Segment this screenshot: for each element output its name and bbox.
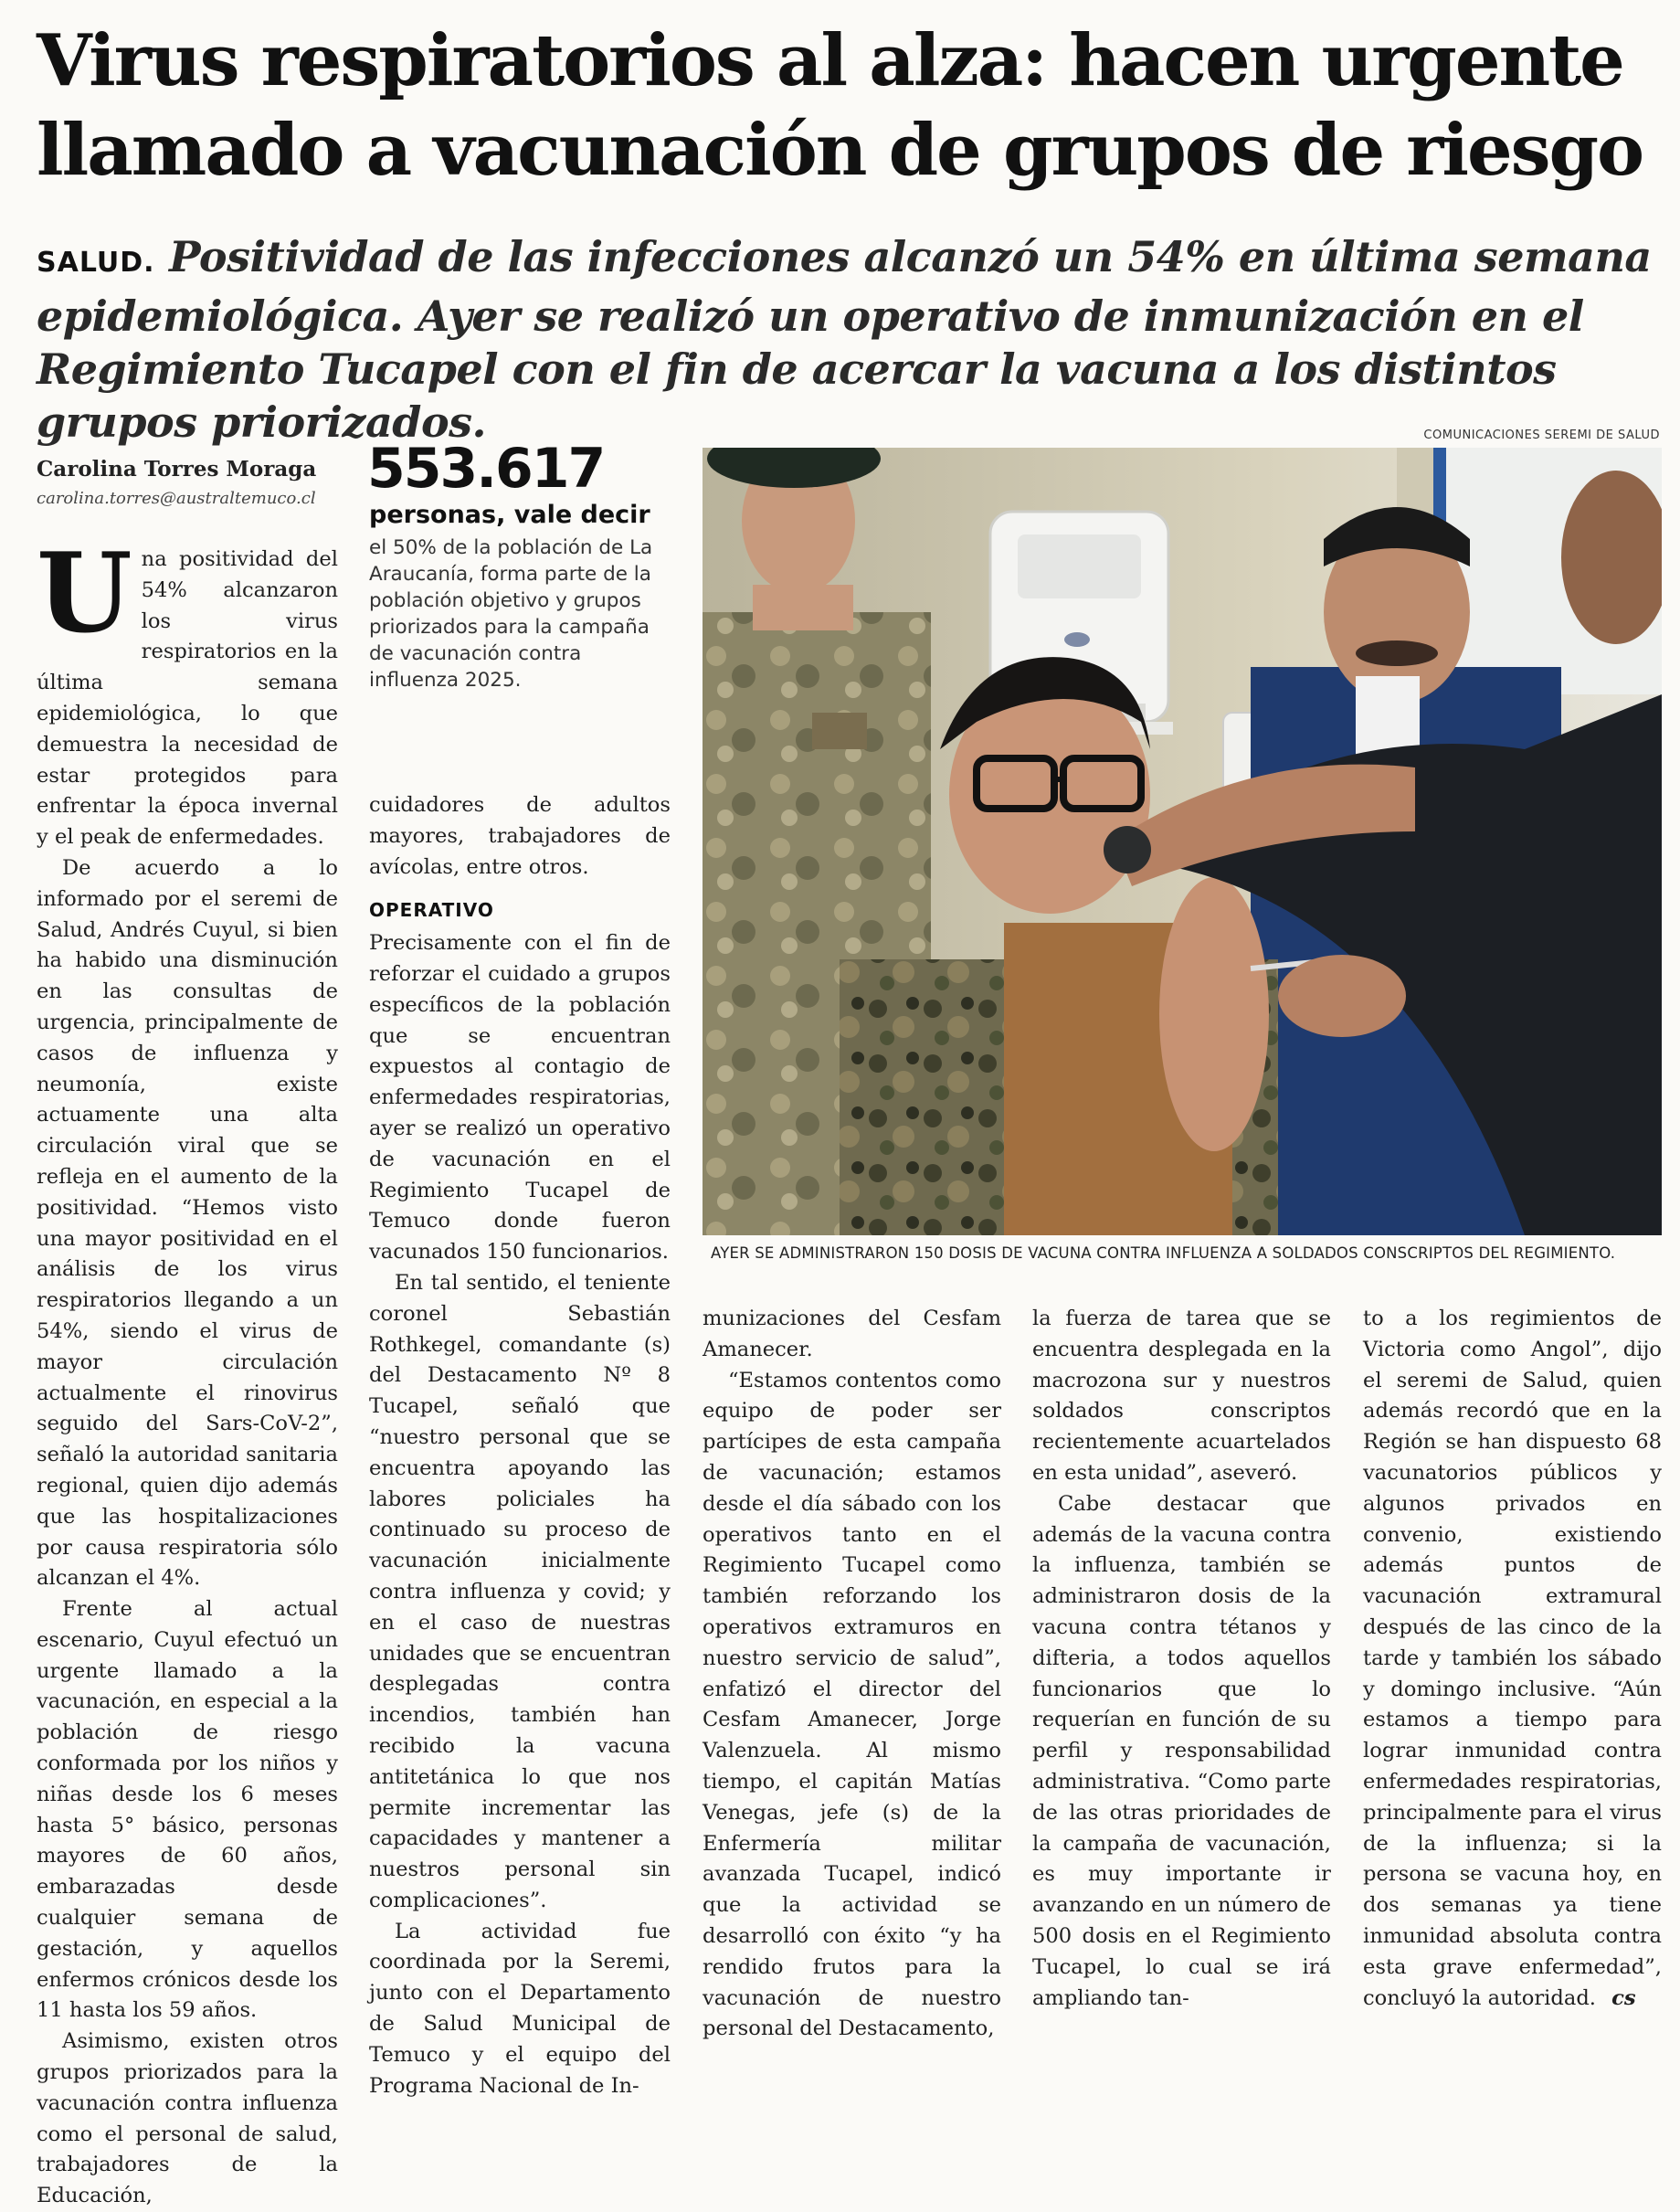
paragraph: Una positividad del 54% alcanzaron los virus respiratorios en la última semana epidemiológica, lo que demuestra la necesidad de estar protegidos para enfrentar la época invernal y el peak de enfermedades. <box>37 529 338 850</box>
paragraph: Frente al actual escenario, Cuyul efectuó un urgente llamado a la vacunación, en especial a la población de riesgo conformada por los niños y niñas desde los 6 meses hasta 5° básico, personas mayores de 60 años, embarazadas desde cualquier semana de gestación, y aquellos enfermos crónicos desde los 11 hasta los 59 años. <box>37 1597 338 2023</box>
paragraph: munizaciones del Cesfam Amanecer. <box>703 1307 1001 1361</box>
vaccination-scene <box>703 448 1662 1235</box>
end-mark: cs <box>1611 1985 1636 2010</box>
headline-line-1: Virus respiratorios al alza: hacen urgente <box>37 19 1623 102</box>
paragraph: cuidadores de adultos mayores, trabajadores de avícolas, entre otros. <box>369 793 671 879</box>
headline-line-2: llamado a vacunación de grupos de riesgo <box>37 109 1643 192</box>
paragraph: la fuerza de tarea que se encuentra desplegada en la macrozona sur y nuestros soldados conscriptos recientemente acuartelados en esta unidad”, aseveró. <box>1032 1307 1331 1485</box>
subhead-operativo: OPERATIVO <box>369 899 494 922</box>
byline <box>37 457 347 508</box>
drop-cap: U <box>37 529 132 658</box>
photo-caption: AYER SE ADMINISTRARON 150 DOSIS DE VACUNA CONTRA INFLUENZA A SOLDADOS CONSCRIPTOS DEL REGIMIENTO. <box>711 1244 1616 1262</box>
author-email[interactable]: carolina.torres@australtemuco.cl <box>37 489 316 508</box>
paragraph: “Estamos contentos como equipo de poder ser partícipes de esta campaña de vacunación; estamos desde el día sábado con los operativos tanto en el Regimiento Tucapel como también reforzando los operativos extramuros en nuestro servicio de salud”, enfatizó el director del Cesfam Amanecer, Jorge Valenzuela. Al mismo tiempo, el capitán Matías Venegas, jefe (s) de la Enfermería militar avanzada Tucapel, indicó que la actividad se desarrolló con éxito “y ha rendido frutos para la vacunación de nuestro personal del Destacamento, <box>703 1368 1001 2041</box>
column-3 <box>703 1304 1001 2045</box>
stat-number: 553.617 <box>367 437 605 501</box>
paragraph: Cabe destacar que además de la vacuna contra la influenza, también se administraron dosis de la vacuna contra tétanos y difteria, a todos aquellos funcionarios que lo requerían en función de su perfil y responsabilidad administrativa. “Como parte de las otras prioridades de la campaña de vacunación, es muy importante ir avanzando en un número de 500 dosis en el Regimiento Tucapel, lo cual se irá ampliando tan- <box>1032 1491 1331 2010</box>
deck-text: Positividad de las infecciones alcanzó un 54% en última semana epidemiológica. Ayer se realizó un operativo de inmunización en el Regimiento Tucapel con el fin de acercar la vacuna a los distintos grupos priorizados. <box>37 232 1652 447</box>
paragraph: Precisamente con el fin de reforzar el cuidado a grupos específicos de la población que se encuentran expuestos al contagio de enfermedades respiratorias, ayer se realizó un operativo de vacunación en el Regimiento Tucapel de Temuco donde fueron vacunados 150 funcionarios. <box>369 931 671 1265</box>
column-4 <box>1032 1304 1331 2014</box>
paragraph: Asimismo, existen otros grupos priorizados para la vacunación contra influenza como el personal de salud, trabajadores de la Educación, <box>37 2029 338 2208</box>
column-1 <box>37 529 338 2212</box>
stat-text: el 50% de la población de La Araucanía, forma parte de la población objetivo y grupos priorizados para la campaña de vacunación contra influenza 2025. <box>369 536 653 692</box>
headline <box>37 16 1654 196</box>
column-2 <box>369 790 671 2101</box>
news-photo <box>703 448 1662 1235</box>
author-name: Carolina Torres Moraga <box>37 457 317 482</box>
paragraph: En tal sentido, el teniente coronel Sebastián Rothkegel, comandante (s) del Destacamento Nº 8 Tucapel, señaló que “nuestro personal que se encuentra apoyando las labores policiales ha continuado su proceso de vacunación inicialmente contra influenza y covid; y en el caso de nuestras unidades que se encuentran desplegadas contra incendios, también han recibido la vacuna antitetánica lo que nos permite incrementar las capacidades y mantener a nuestros personal sin complicaciones”. <box>369 1270 671 1912</box>
paragraph: De acuerdo a lo informado por el seremi de Salud, Andrés Cuyul, si bien ha habido una disminución en las consultas de urgencia, principalmente de casos de influenza y neumonía, existe actuamente una alta circulación viral que se refleja en el aumento de la positividad. “Hemos visto una mayor positividad en el análisis de los virus respiratorios llegando a un 54%, siendo el virus de mayor circulación actualmente el rinovirus seguido del Sars-CoV-2”, señaló la autoridad sanitaria regional, quien dijo además que las hospitalizaciones por causa respiratoria sólo alcanzan el 4%. <box>37 855 338 1591</box>
paragraph: La actividad fue coordinada por la Seremi, junto con el Departamento de Salud Municipal de Temuco y el equipo del Programa Nacional de In- <box>369 1919 671 2098</box>
section-tag: SALUD. <box>37 247 155 279</box>
deck <box>37 230 1663 449</box>
column-5 <box>1363 1304 1662 2014</box>
paragraph: to a los regimientos de Victoria como Angol”, dijo el seremi de Salud, quien además recordó que en la Región se han dispuesto 68 vacunatorios públicos y algunos privados en convenio, existiendo además puntos de vacunación extramural después de las cinco de la tarde y también los sábado y domingo inclusive. “Aún estamos a tiempo para lograr inmunidad contra enfermedades respiratorias, principalmente para el virus de la influenza; si la persona se vacuna hoy, en dos semanas ya tiene inmunidad absoluta contra esta grave enfermedad”, concluyó la autoridad. cs <box>1363 1307 1662 2010</box>
photo-credit: COMUNICACIONES SEREMI DE SALUD <box>1423 429 1660 442</box>
stat-headline: personas, vale decir <box>369 501 650 529</box>
